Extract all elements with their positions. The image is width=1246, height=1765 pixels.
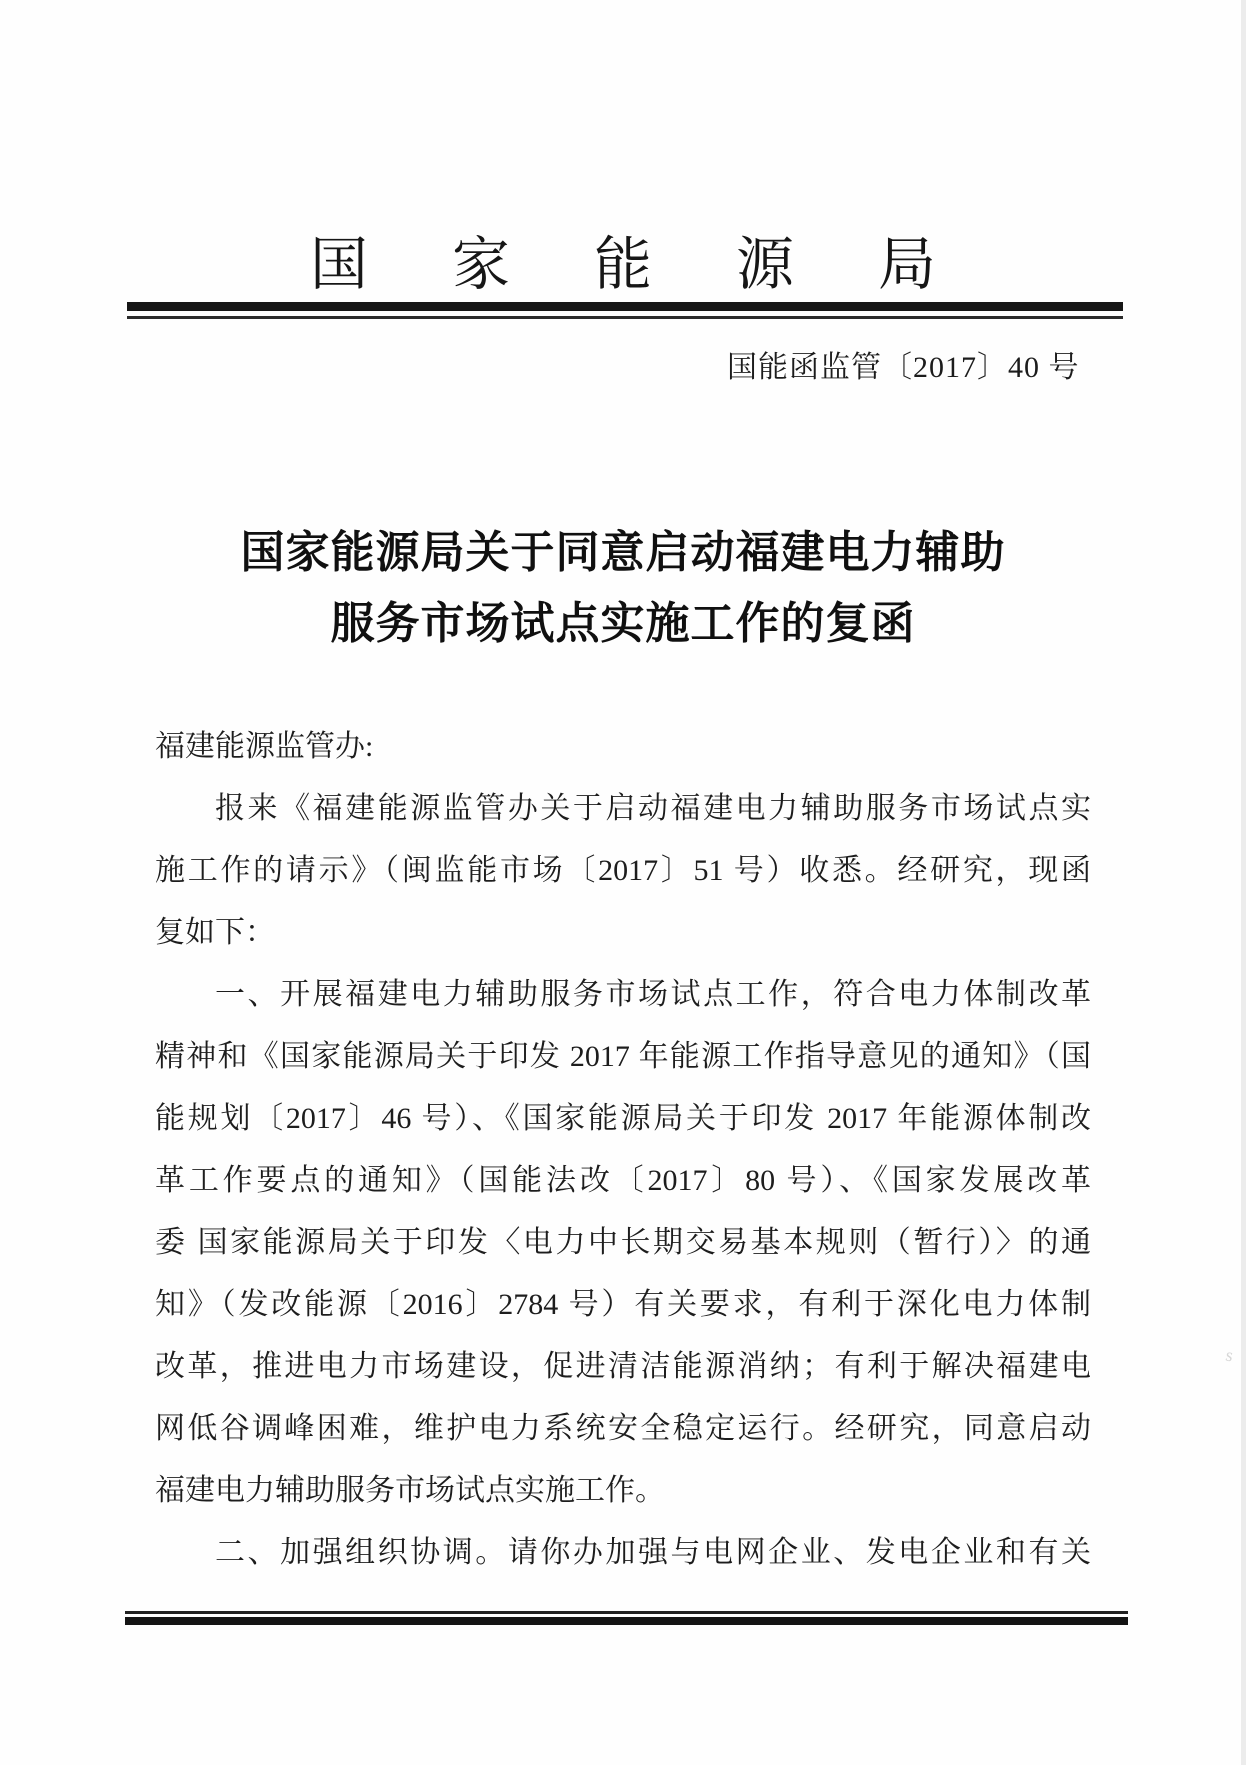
title-line-1: 国家能源局关于同意启动福建电力辅助	[240, 528, 1006, 577]
document-title	[0, 517, 1246, 659]
letter-body	[155, 716, 1091, 1584]
scan-noise-artifact: s	[1224, 1344, 1236, 1366]
body-line: 复如下：	[155, 916, 275, 949]
salutation: 福建能源监管办:	[155, 730, 374, 763]
body-line: 能规划〔2017〕46 号）、《国家能源局关于印发 2017 年能源体制改	[155, 1102, 1091, 1135]
body-line: 改革，推进电力市场建设，促进清洁能源消纳；有利于解决福建电	[155, 1350, 1091, 1383]
body-line: 福建电力辅助服务市场试点实施工作。	[155, 1474, 665, 1507]
agency-title	[0, 232, 1246, 297]
body-line: 委 国家能源局关于印发〈电力中长期交易基本规则（暂行）〉的通	[155, 1226, 1091, 1259]
body-line: 报来《福建能源监管办关于启动福建电力辅助服务市场试点实	[215, 792, 1091, 825]
body-line: 一、开展福建电力辅助服务市场试点工作，符合电力体制改革	[215, 978, 1091, 1011]
body-line: 网低谷调峰困难，维护电力系统安全稳定运行。经研究，同意启动	[155, 1412, 1091, 1445]
body-line: 施工作的请示》（闽监能市场〔2017〕51 号）收悉。经研究，现函	[155, 854, 1091, 887]
body-line: 知》（发改能源〔2016〕2784 号）有关要求，有利于深化电力体制	[155, 1288, 1091, 1321]
body-line: 革工作要点的通知》（国能法改〔2017〕80 号）、《国家发展改革	[155, 1164, 1091, 1197]
document-number: 国能函监管〔2017〕40 号	[727, 351, 1080, 384]
footer-divider	[125, 1611, 1128, 1625]
body-line: 精神和《国家能源局关于印发 2017 年能源工作指导意见的通知》（国	[155, 1040, 1091, 1073]
scan-edge-artifact	[1241, 0, 1246, 1765]
body-line: 二、加强组织协调。请你办加强与电网企业、发电企业和有关	[215, 1536, 1091, 1569]
agency-title-text: 国家能源局	[309, 232, 1020, 297]
header-divider	[127, 302, 1123, 319]
title-line-2: 服务市场试点实施工作的复函	[330, 599, 916, 648]
